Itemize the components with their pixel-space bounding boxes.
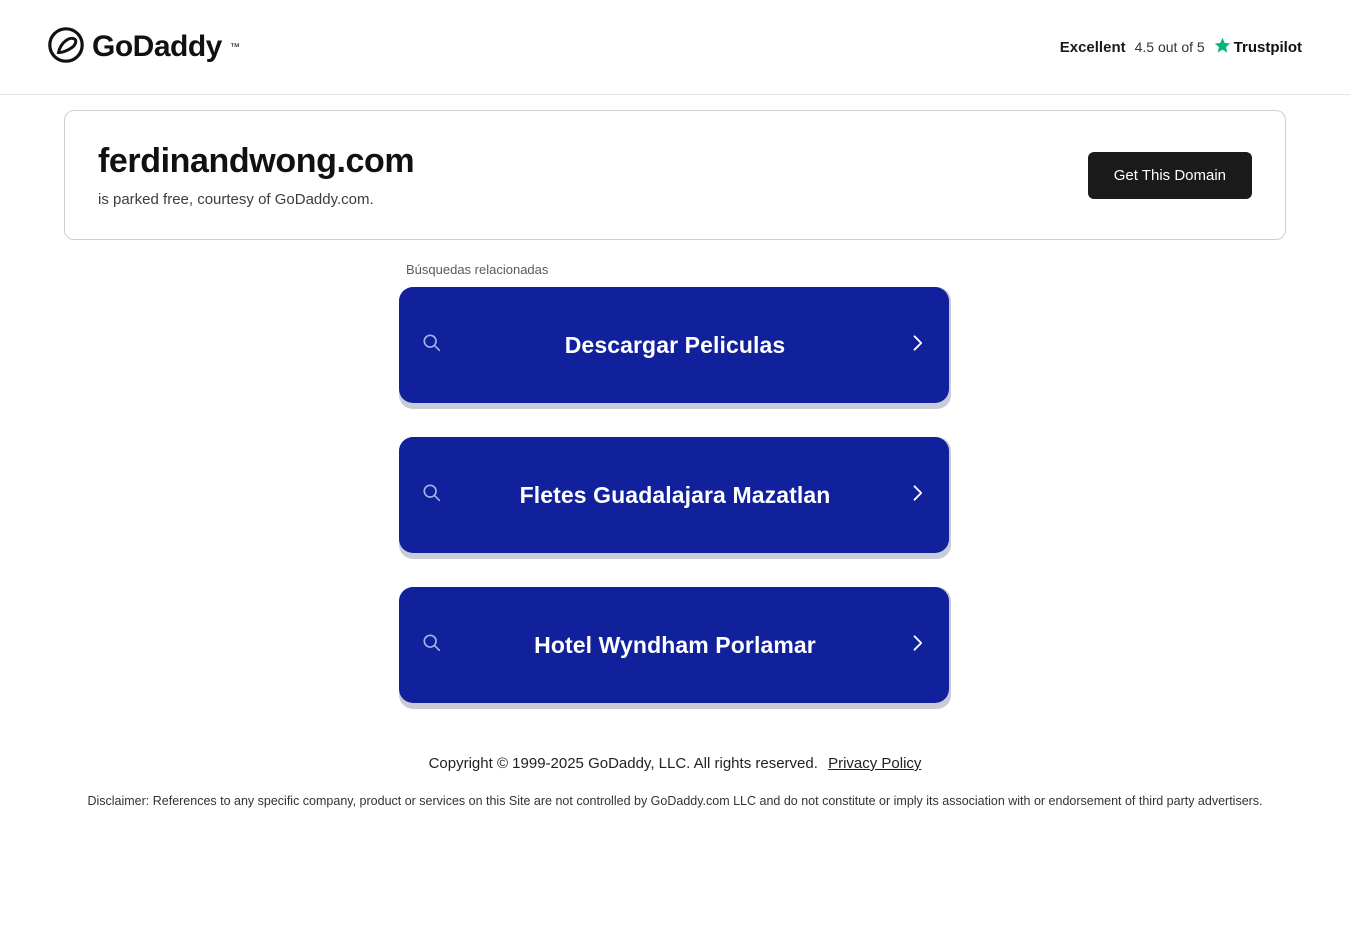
related-searches-label: Búsquedas relacionadas bbox=[406, 262, 549, 277]
godaddy-logo[interactable] bbox=[48, 27, 240, 68]
trustpilot-star-icon bbox=[1214, 37, 1231, 58]
search-icon bbox=[421, 632, 443, 659]
copyright-line bbox=[0, 755, 1350, 772]
ad-shadow bbox=[399, 587, 951, 709]
ad-shadow bbox=[399, 437, 951, 559]
ad-shadow bbox=[399, 287, 951, 409]
trustpilot-excellent-label: Excellent bbox=[1059, 38, 1126, 56]
chevron-right-icon bbox=[907, 333, 927, 358]
domain-info bbox=[98, 142, 414, 208]
related-search-item[interactable] bbox=[399, 287, 949, 403]
page-title: ferdinandwong.com bbox=[98, 141, 415, 180]
trustpilot-rating[interactable] bbox=[1060, 37, 1302, 58]
related-search-item[interactable] bbox=[399, 587, 949, 703]
related-search-title: Hotel Wyndham Porlamar bbox=[534, 631, 816, 658]
search-icon bbox=[421, 482, 443, 509]
godaddy-wordmark: GoDaddy bbox=[92, 30, 222, 63]
related-search-title: Fletes Guadalajara Mazatlan bbox=[519, 481, 831, 508]
trustpilot-name: Trustpilot bbox=[1233, 38, 1302, 56]
related-search-title: Descargar Peliculas bbox=[564, 331, 786, 358]
site-header bbox=[0, 0, 1350, 95]
disclaimer-text: Disclaimer: References to any specific company, product or services on this Site are not controlled by GoDaddy.com LLC and do not constitute or imply its association with or endorsement of third party advertisers. bbox=[87, 794, 1263, 808]
godaddy-logo-icon bbox=[48, 27, 84, 68]
get-this-domain-button[interactable]: Get This Domain bbox=[1088, 152, 1252, 199]
domain-subtitle: is parked free, courtesy of GoDaddy.com. bbox=[98, 191, 374, 209]
privacy-policy-link[interactable]: Privacy Policy bbox=[828, 755, 922, 772]
site-footer bbox=[0, 755, 1350, 808]
parked-domain-card bbox=[64, 110, 1286, 240]
chevron-right-icon bbox=[907, 483, 927, 508]
godaddy-trademark: ™ bbox=[229, 41, 240, 53]
related-searches-list bbox=[0, 287, 1350, 709]
chevron-right-icon bbox=[907, 633, 927, 658]
copyright-text: Copyright © 1999-2025 GoDaddy, LLC. All rights reserved. bbox=[428, 755, 818, 772]
related-search-item[interactable] bbox=[399, 437, 949, 553]
search-icon bbox=[421, 332, 443, 359]
trustpilot-score: 4.5 out of 5 bbox=[1134, 39, 1205, 55]
